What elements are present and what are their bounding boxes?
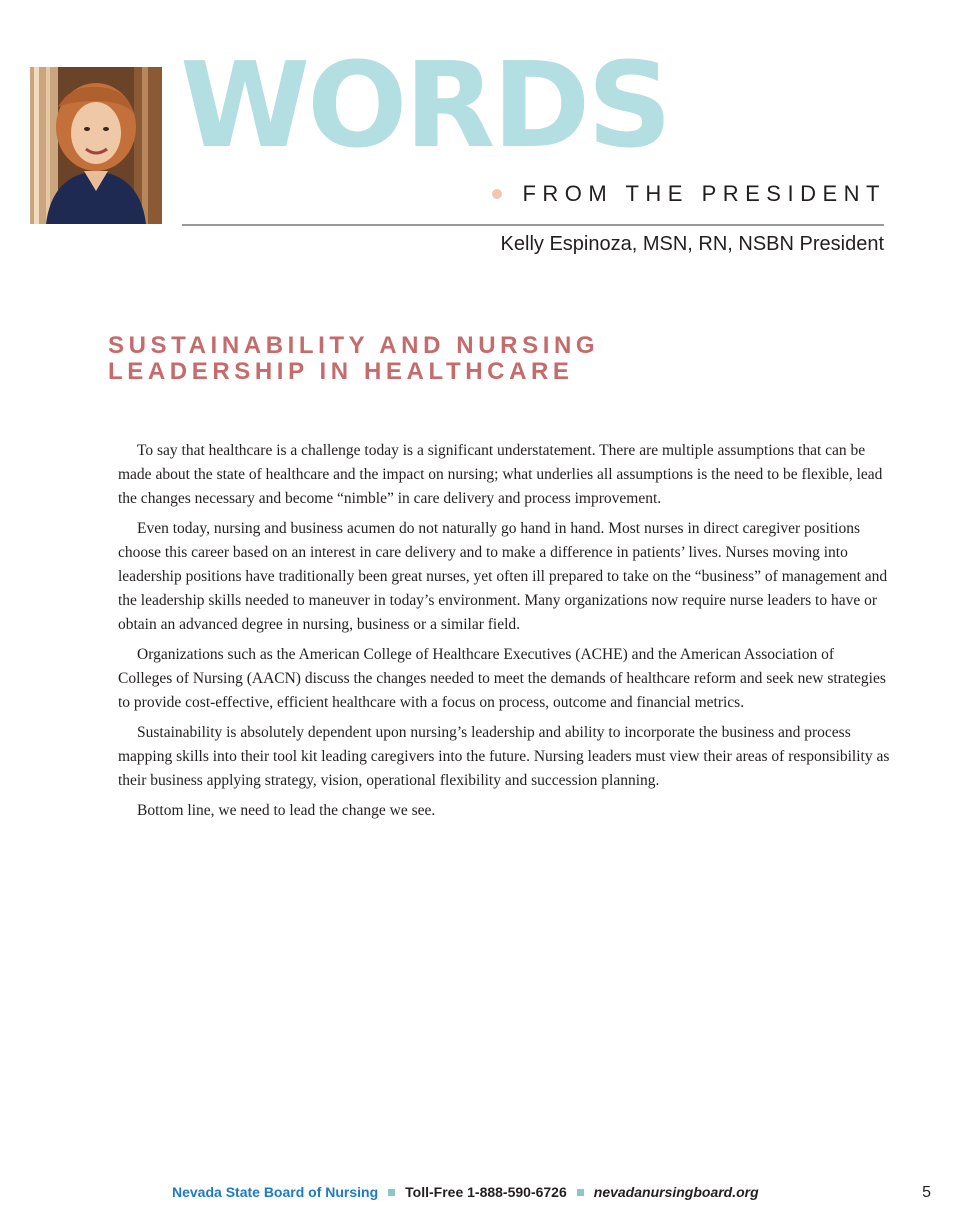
footer-phone: Toll-Free 1-888-590-6726 xyxy=(405,1184,567,1200)
square-separator-icon xyxy=(388,1189,395,1196)
president-photo xyxy=(30,67,162,224)
page-footer xyxy=(172,1184,759,1200)
page-title: WORDS xyxy=(180,36,670,174)
section-subtitle: FROM THE PRESIDENT xyxy=(522,181,886,206)
article-heading-line-2: LEADERSHIP IN HEALTHCARE xyxy=(108,358,574,385)
subtitle-row xyxy=(492,181,886,207)
footer-website-link[interactable]: nevadanursingboard.org xyxy=(593,1184,759,1200)
page-number: 5 xyxy=(922,1184,931,1201)
bullet-dot-icon xyxy=(492,189,502,199)
article-body xyxy=(118,439,890,829)
author-byline: Kelly Espinoza, MSN, RN, NSBN President xyxy=(500,233,884,255)
paragraph: Bottom line, we need to lead the change we see. xyxy=(137,802,436,819)
paragraph: Even today, nursing and business acumen do not naturally go hand in hand. Most nurses in direct caregiver positions choose this career based on an interest in care delivery and to make a difference in patients’ lives. Nurses moving into leadership positions have traditionally been great nurses, yet often ill prepared to take on the “business” of management and the leadership skills needed to maneuver in today’s environment. Many organizations now require nurse leaders to have or obtain an advanced degree in nursing, business or a similar field. xyxy=(118,520,888,633)
header-divider xyxy=(182,224,884,226)
article-heading xyxy=(108,333,599,385)
paragraph: Organizations such as the American College of Healthcare Executives (ACHE) and the American Association of Colleges of Nursing (AACN) discuss the changes needed to meet the demands of healthcare reform and seek new strategies to provide cost-effective, efficient healthcare with a focus on process, outcome and financial metrics. xyxy=(118,646,886,711)
paragraph: To say that healthcare is a challenge today is a significant understatement. There are multiple assumptions that can be made about the state of healthcare and the impact on nursing; what underlies all assumptions is the need to be flexible, lead the changes necessary and become “nimble” in care delivery and process improvement. xyxy=(118,442,883,507)
square-separator-icon xyxy=(577,1189,584,1196)
paragraph: Sustainability is absolutely dependent upon nursing’s leadership and ability to incorporate the business and process mapping skills into their tool kit leading caregivers into the future. Nursing leaders must view their areas of responsibility as their business applying strategy, vision, operational flexibility and succession planning. xyxy=(118,724,890,789)
footer-org-name: Nevada State Board of Nursing xyxy=(172,1184,379,1200)
article-heading-line-1: SUSTAINABILITY AND NURSING xyxy=(108,332,600,359)
